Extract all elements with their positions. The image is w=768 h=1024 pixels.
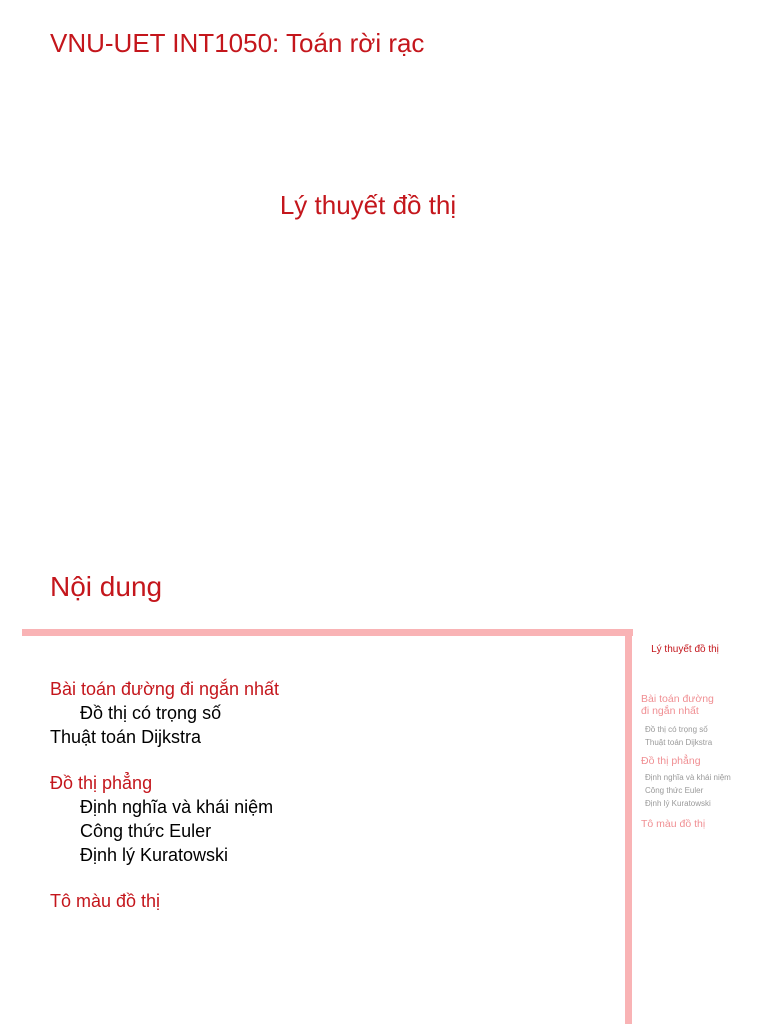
- sidebar-nav: [641, 644, 761, 830]
- outline-subsection-definitions[interactable]: Định nghĩa và khái niệm: [80, 797, 274, 817]
- deck-title: Lý thuyết đồ thị: [279, 190, 457, 220]
- outline-subsection-euler-formula[interactable]: Công thức Euler: [80, 821, 212, 841]
- sidebar-subsection-kuratowski[interactable]: Định lý Kuratowski: [645, 799, 711, 808]
- frame-side-rule: [625, 629, 632, 1024]
- outline-section-graph-coloring[interactable]: Tô màu đồ thị: [50, 891, 161, 911]
- sidebar-subsection-definitions[interactable]: Định nghĩa và khái niệm: [645, 773, 731, 782]
- outline-spacer: [50, 867, 610, 889]
- sidebar-section-shortest-path-line-2: đi ngắn nhất: [641, 705, 699, 717]
- frame-title: Nội dung: [50, 571, 163, 602]
- sidebar-section-shortest-path-line-1: Bài toán đường: [641, 693, 714, 705]
- outline-subsection-kuratowski[interactable]: Định lý Kuratowski: [80, 845, 229, 865]
- outline: [50, 677, 610, 913]
- course-title: VNU-UET INT1050: Toán rời rạc: [50, 28, 425, 58]
- frame-top-rule: [22, 629, 633, 636]
- sidebar-subsection-weighted-graph[interactable]: Đồ thị có trọng số: [645, 725, 708, 734]
- sidebar-section-shortest-path[interactable]: [641, 693, 721, 717]
- sidebar-spacer: [641, 810, 761, 818]
- sidebar-title[interactable]: Lý thuyết đồ thị: [651, 644, 719, 655]
- outline-subsection-weighted-graph[interactable]: Đồ thị có trọng số: [80, 703, 222, 723]
- outline-subsection-dijkstra[interactable]: Thuật toán Dijkstra: [50, 727, 202, 747]
- sidebar-subsection-euler-formula[interactable]: Công thức Euler: [645, 786, 704, 795]
- sidebar-spacer: [641, 655, 761, 693]
- sidebar-section-planar-graph[interactable]: Đồ thị phẳng: [641, 755, 701, 767]
- outline-section-shortest-path[interactable]: Bài toán đường đi ngắn nhất: [50, 679, 280, 699]
- sidebar-section-graph-coloring[interactable]: Tô màu đồ thị: [641, 818, 706, 830]
- sidebar-subsection-dijkstra[interactable]: Thuật toán Dijkstra: [645, 738, 713, 747]
- outline-section-planar-graph[interactable]: Đồ thị phẳng: [50, 773, 153, 793]
- outline-spacer: [50, 749, 610, 771]
